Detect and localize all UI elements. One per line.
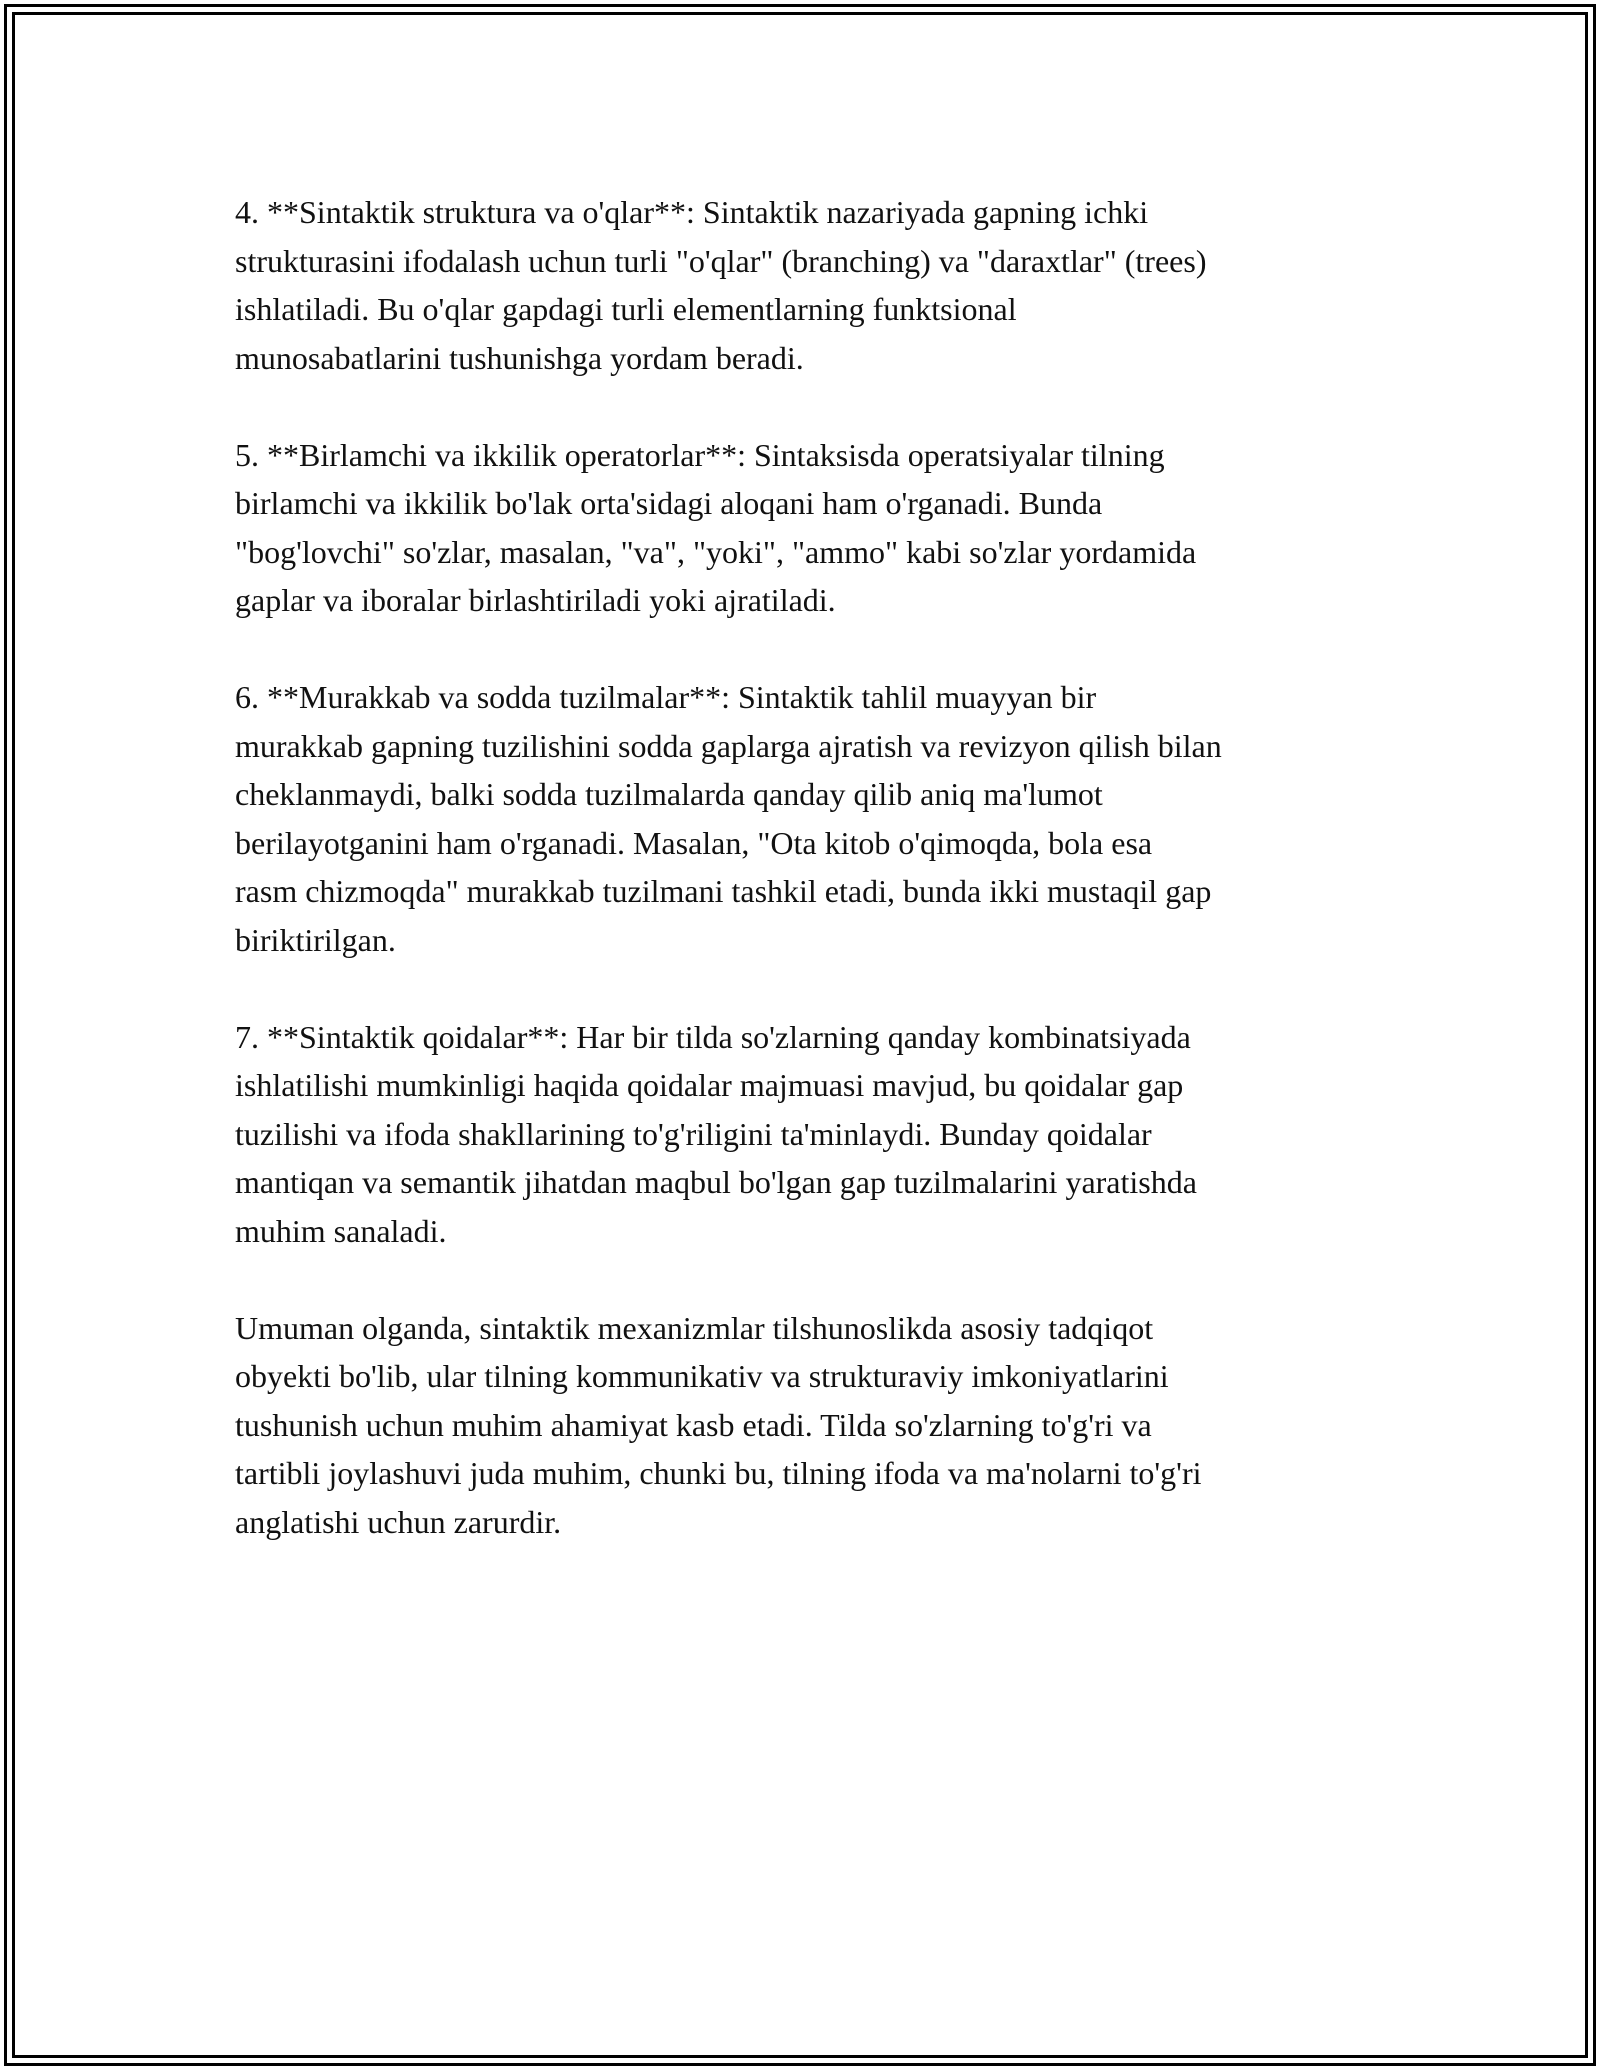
paragraph-operators: 5. **Birlamchi va ikkilik operatorlar**: Sintaksisda operatsiyalar tilning birlamchi va ikkilik bo'lak orta'sidagi aloqani ham o'rganadi. Bunda "bog'lovchi" so'zlar, masalan, "va", "yoki", "ammo" kabi so'zlar yordamida gaplar va iboralar birlashtiriladi yoki ajratiladi. [235, 436, 1197, 618]
paragraph-conclusion: Umuman olganda, sintaktik mexanizmlar tilshunoslikda asosiy tadqiqot obyekti bo'lib, ular tilning kommunikativ va strukturaviy imkoniyatlarini tushunish uchun muhim ahamiyat kasb etadi. Tilda so'zlarning to'g'ri va tartibli joylashuvi juda muhim, chunki bu, tilning ifoda va ma'nolarni to'g'ri anglatishi uchun zarurdir. [235, 1309, 1202, 1540]
paragraph-syntactic-structure: 4. **Sintaktik struktura va o'qlar**: Sintaktik nazariyada gapning ichki strukturasini ifodalash uchun turli "o'qlar" (branching) va "daraxtlar" (trees) ishlatiladi. Bu o'qlar gapdagi turli elementlarning funktsional munosabatlarini tushunishga yordam beradi. [235, 194, 1207, 376]
paragraph-syntactic-rules: 7. **Sintaktik qoidalar**: Har bir tilda so'zlarning qanday kombinatsiyada ishlatilishi mumkinligi haqida qoidalar majmuasi mavjud, bu qoidalar gap tuzilishi va ifoda shakllarining to'g'riligini ta'minlaydi. Bunday qoidalar mantiqan va semantik jihatdan maqbul bo'lgan gap tuzilmalarini yaratishda muhim sanaladi. [235, 1018, 1197, 1249]
document-body [235, 188, 1375, 1595]
paragraph-complex-simple-structures: 6. **Murakkab va sodda tuzilmalar**: Sintaktik tahlil muayyan bir murakkab gapning tuzilishini sodda gaplarga ajratish va revizyon qilish bilan cheklanmaydi, balki sodda tuzilmalarda qanday qilib aniq ma'lumot berilayotganini ham o'rganadi. Masalan, "Ota kitob o'qimoqda, bola esa rasm chizmoqda" murakkab tuzilmani tashkil etadi, bunda ikki mustaqil gap biriktirilgan. [235, 679, 1222, 958]
